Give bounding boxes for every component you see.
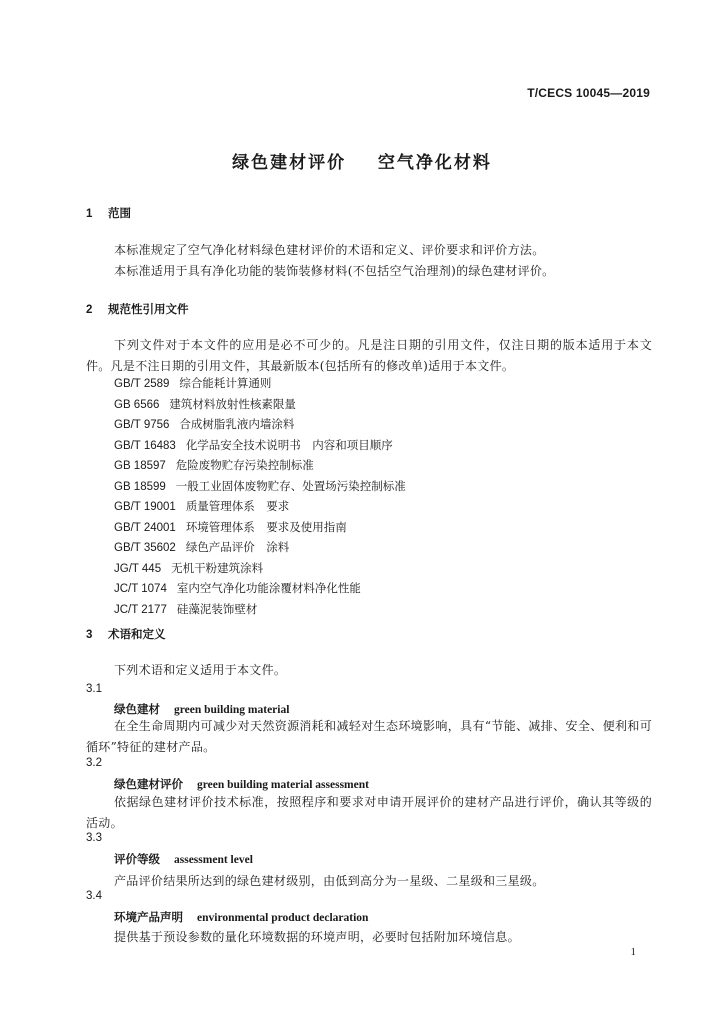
term-name-en: green building material assessment <box>197 779 369 791</box>
reference-item <box>114 373 406 394</box>
reference-title: 质量管理体系 要求 <box>185 499 290 513</box>
reference-code: GB/T 9756 <box>114 419 170 431</box>
term-definition: 产品评价结果所达到的绿色建材级别，由低到高分为一星级、二星级和三星级。 <box>114 874 545 888</box>
reference-code: GB/T 16483 <box>114 439 176 452</box>
term-name-cn: 环境产品声明 <box>114 910 183 924</box>
term-definition: 提供基于预设参数的量化环境数据的环境声明，必要时包括附加环境信息。 <box>114 930 520 944</box>
reference-title: 绿色产品评价 涂料 <box>185 540 290 554</box>
reference-item <box>114 455 406 476</box>
reference-code: GB 18597 <box>114 460 166 472</box>
reference-item <box>114 435 406 456</box>
reference-item <box>114 394 406 415</box>
paragraph: 本标准适用于具有净化功能的装饰装修材料(不包括空气治理剂)的绿色建材评价。 <box>114 264 555 278</box>
section-number: 3 <box>86 629 93 641</box>
paragraph: 下列术语和定义适用于本文件。 <box>114 663 287 677</box>
paragraph: 本标准规定了空气净化材料绿色建材评价的术语和定义、评价要求和评价方法。 <box>114 243 545 257</box>
term-name-en: green building material <box>174 704 290 716</box>
section-title: 范围 <box>108 206 131 220</box>
reference-title: 无机干粉建筑涂料 <box>171 560 264 575</box>
reference-code: GB/T 2589 <box>114 378 170 390</box>
section-title: 规范性引用文件 <box>108 302 189 316</box>
term-name <box>114 776 369 792</box>
reference-code: GB 18599 <box>114 480 166 493</box>
term-name <box>114 851 253 867</box>
term-name <box>114 909 368 925</box>
term-name-en: assessment level <box>174 854 253 866</box>
section-number: 1 <box>86 208 93 220</box>
term-number: 3.2 <box>86 757 102 769</box>
reference-title: 危险废物贮存污染控制标准 <box>175 458 314 472</box>
reference-title: 综合能耗计算通则 <box>179 376 272 390</box>
term-definition: 在全生命周期内可减少对天然资源消耗和减轻对生态环境影响，具有“节能、减排、安全、便利和可循环”特征的建材产品。 <box>86 719 652 754</box>
reference-item <box>114 578 406 599</box>
term-name-cn: 评价等级 <box>114 852 160 866</box>
term-definition: 依据绿色建材评价技术标准，按照程序和要求对申请开展评价的建材产品进行评价，确认其等级的活动。 <box>86 795 652 830</box>
section-2-heading <box>86 301 189 317</box>
reference-code: JC/T 1074 <box>114 583 167 595</box>
section-title: 术语和定义 <box>108 627 166 641</box>
reference-code: GB 6566 <box>114 398 160 411</box>
reference-code: JC/T 2177 <box>114 603 167 616</box>
term-name-cn: 绿色建材 <box>114 702 160 716</box>
reference-title: 硅藻泥装饰壁材 <box>176 601 258 616</box>
term-name <box>114 701 289 717</box>
reference-title: 化学品安全技术说明书 内容和项目顺序 <box>185 437 393 452</box>
reference-title: 合成树脂乳液内墙涂料 <box>179 417 295 431</box>
reference-item <box>114 476 406 497</box>
reference-item <box>114 558 406 579</box>
reference-item <box>114 414 406 435</box>
page-number: 1 <box>630 946 636 958</box>
section-1-heading <box>86 205 131 221</box>
reference-code: GB/T 24001 <box>114 521 176 534</box>
paragraph: 下列文件对于本文件的应用是必不可少的。凡是注日期的引用文件，仅注日期的版本适用于本文件。凡是不注日期的引用文件，其最新版本(包括所有的修改单)适用于本文件。 <box>86 338 652 373</box>
reference-list <box>114 373 406 619</box>
section-number: 2 <box>86 304 93 316</box>
reference-title: 建筑材料放射性核素限量 <box>169 396 296 411</box>
reference-code: GB/T 19001 <box>114 501 176 513</box>
term-number: 3.1 <box>86 683 102 695</box>
reference-title: 一般工业固体废物贮存、处置场污染控制标准 <box>175 478 406 493</box>
reference-title: 室内空气净化功能涂覆材料净化性能 <box>176 581 361 595</box>
term-name-cn: 绿色建材评价 <box>114 777 183 791</box>
term-number: 3.3 <box>86 832 102 844</box>
reference-title: 环境管理体系 要求及使用指南 <box>185 519 347 534</box>
term-name-en: environmental product declaration <box>197 912 369 924</box>
section-3-heading <box>86 626 166 642</box>
reference-item <box>114 517 406 538</box>
document-title: 绿色建材评价 空气净化材料 <box>232 153 492 173</box>
reference-code: GB/T 35602 <box>114 542 176 554</box>
standard-code: T/CECS 10045—2019 <box>527 86 650 100</box>
reference-code: JG/T 445 <box>114 562 162 575</box>
reference-item <box>114 537 406 558</box>
term-number: 3.4 <box>86 890 102 902</box>
reference-item <box>114 496 406 517</box>
reference-item <box>114 599 406 620</box>
